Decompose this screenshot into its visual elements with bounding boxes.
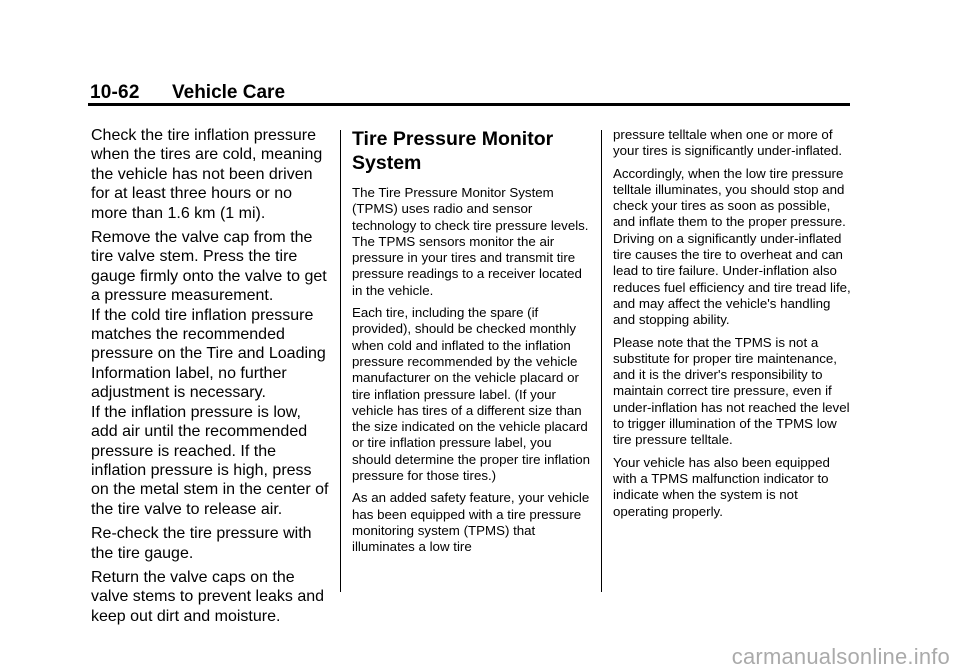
paragraph: Re-check the tire pressure with the tire gauge. (91, 525, 312, 562)
column-divider (601, 130, 602, 592)
column-divider (340, 130, 341, 592)
paragraph: Your vehicle has also been equipped with a TPMS malfunction indicator to indicate when the system is not operating properly. (613, 454, 830, 519)
text-column-middle (352, 127, 592, 562)
paragraph: Each tire, including the spare (if provided), should be checked monthly when cold and inflated to the inflation pressure recommended by the vehicle manufacturer on the vehicle placard or tire inflation pressure label. (If your vehicle has tires of a different size than the size indicated on the vehicle placard or tire inflation pressure label, you should determine the proper tire inflation pressure for those tires.) (352, 305, 591, 484)
paragraph: The Tire Pressure Monitor System (TPMS) uses radio and sensor technology to check tire pressure levels. The TPMS sensors monitor the air pressure in your tires and transmit tire pressure readings to a receiver located in the vehicle. (352, 185, 589, 298)
paragraph: If the cold tire inflation pressure matches the recommended pressure on the Tire and Loading Information label, no further adjustment is necessary. (91, 306, 326, 402)
paragraph: pressure telltale when one or more of your tires is significantly under-inflated. (613, 127, 843, 159)
watermark: carmanualsonline.info (731, 644, 950, 669)
paragraph: Remove the valve cap from the tire valve stem. Press the tire gauge firmly onto the valve to get a pressure measurement. (91, 229, 327, 305)
text-column-left (91, 126, 331, 631)
paragraph: If the inflation pressure is low, add air until the recommended pressure is reached. If the inflation pressure is high, press on the metal stem in the center of the tire valve to release air. (91, 403, 329, 518)
header-rule (88, 103, 850, 106)
section-title: Vehicle Care (172, 82, 286, 103)
section-heading: Tire Pressure Monitor System (352, 128, 554, 174)
paragraph: Return the valve caps on the valve stems to prevent leaks and keep out dirt and moisture. (91, 568, 325, 625)
paragraph: Accordingly, when the low tire pressure telltale illuminates, you should stop and check your tires as soon as possible, and inflate them to the proper pressure. Driving on a significantly under-inflated tire causes the tire to overheat and can lead to tire failure. Under-inflation also reduces fuel efficiency and tire tread life, and may affect the vehicle's handling and stopping ability. (613, 165, 851, 328)
paragraph: As an added safety feature, your vehicle has been equipped with a tire pressure monitoring system (TPMS) that illuminates a low tire (352, 490, 590, 555)
page-number: 10-62 (90, 82, 140, 103)
text-column-right (613, 127, 853, 526)
paragraph: Check the tire inflation pressure when the tires are cold, meaning the vehicle has not been driven for at least three hours or no more than 1.6 km (1 mi). (91, 127, 323, 222)
paragraph: Please note that the TPMS is not a substitute for proper tire maintenance, and it is the driver's responsibility to maintain correct tire pressure, even if under-inflation has not reached the level to trigger illumination of the TPMS low tire pressure telltale. (613, 334, 850, 448)
